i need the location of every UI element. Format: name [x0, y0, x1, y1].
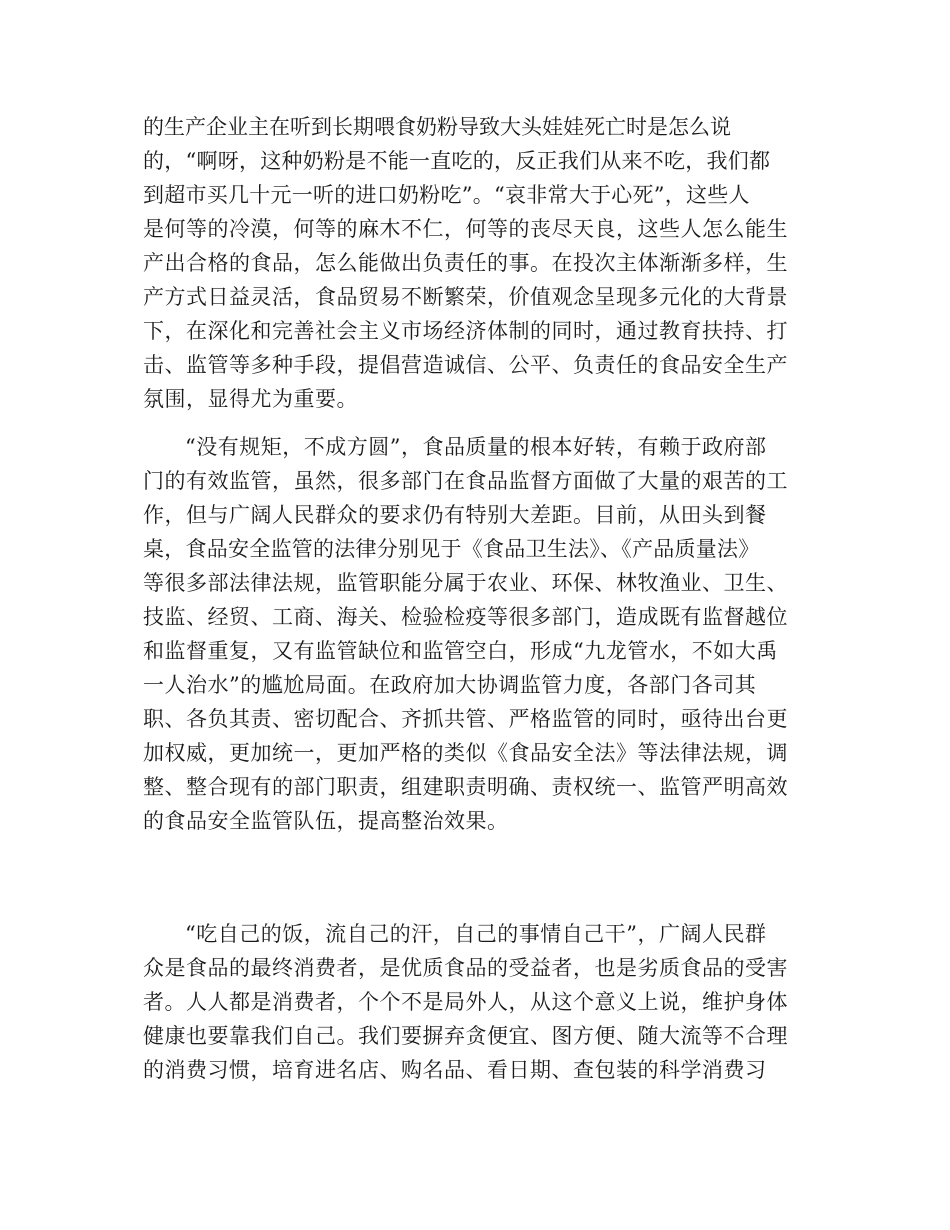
text-line: 一人治水”的尴尬局面。在政府加大协调监管力度，各部门各司其 — [143, 673, 757, 697]
text-line: 产出合格的食品，怎么能做出负责任的事。在投次主体渐渐多样，生 — [143, 251, 788, 275]
text-line: 者。人人都是消费者，个个不是局外人，从这个意义上说，维护身体 — [143, 990, 788, 1014]
text-line: 整、整合现有的部门职责，组建职责明确、责权统一、监管严明高效 — [143, 775, 788, 799]
text-line: 等很多部法律法规，监管职能分属于农业、环保、林牧渔业、卫生、 — [143, 571, 788, 595]
text-line: 和监督重复，又有监管缺位和监管空白，形成“九龙管水，不如大禹 — [143, 639, 778, 663]
text-line: “没有规矩，不成方圆”，食品质量的根本好转，有赖于政府部 — [185, 435, 767, 459]
text-line: 桌，食品安全监管的法律分别见于《食品卫生法》、《产品质量法》 — [143, 537, 760, 561]
text-line: 门的有效监管，虽然，很多部门在食品监督方面做了大量的艰苦的工 — [143, 469, 788, 493]
text-line: 众是食品的最终消费者，是优质食品的受益者，也是劣质食品的受害 — [143, 956, 788, 980]
text-line: 健康也要靠我们自己。我们要摒弃贪便宜、图方便、随大流等不合理 — [143, 1024, 788, 1048]
text-line: 加权威，更加统一，更加严格的类似《食品安全法》等法律法规，调 — [143, 741, 788, 765]
text-line: 到超市买几十元一听的进口奶粉吃”。“哀非常大于心死”，这些人 — [143, 183, 750, 207]
text-line: 的生产企业主在听到长期喂食奶粉导致大头娃娃死亡时是怎么说 — [143, 115, 731, 139]
text-line: 是何等的冷漠，何等的麻木不仁，何等的丧尽天良，这些人怎么能生 — [143, 217, 788, 241]
text-line: 的食品安全监管队伍，提高整治效果。 — [143, 809, 509, 833]
text-line: “吃自己的饭，流自己的汗，自己的事情自己干”，广阔人民群 — [185, 922, 767, 946]
text-line: 下，在深化和完善社会主义市场经济体制的同时，通过教育扶持、打 — [143, 319, 788, 343]
text-line: 技监、经贸、工商、海关、检验检疫等很多部门，造成既有监督越位 — [143, 605, 788, 629]
text-line: 作，但与广阔人民群众的要求仍有特别大差距。目前，从田头到餐 — [143, 503, 767, 527]
text-line: 的，“啊呀，这种奶粉是不能一直吃的，反正我们从来不吃，我们都 — [143, 149, 771, 173]
text-line: 击、监管等多种手段，提倡营造诚信、公平、负责任的食品安全生产 — [143, 353, 788, 377]
text-line: 氛围，显得尤为重要。 — [143, 387, 358, 411]
text-line: 产方式日益灵活，食品贸易不断繁荣，价值观念呈现多元化的大背景 — [143, 285, 788, 309]
text-line: 职、各负其责、密切配合、齐抓共管、严格监管的同时，亟待出台更 — [143, 707, 788, 731]
text-line: 的消费习惯，培育进名店、购名品、看日期、查包装的科学消费习 — [143, 1058, 767, 1082]
